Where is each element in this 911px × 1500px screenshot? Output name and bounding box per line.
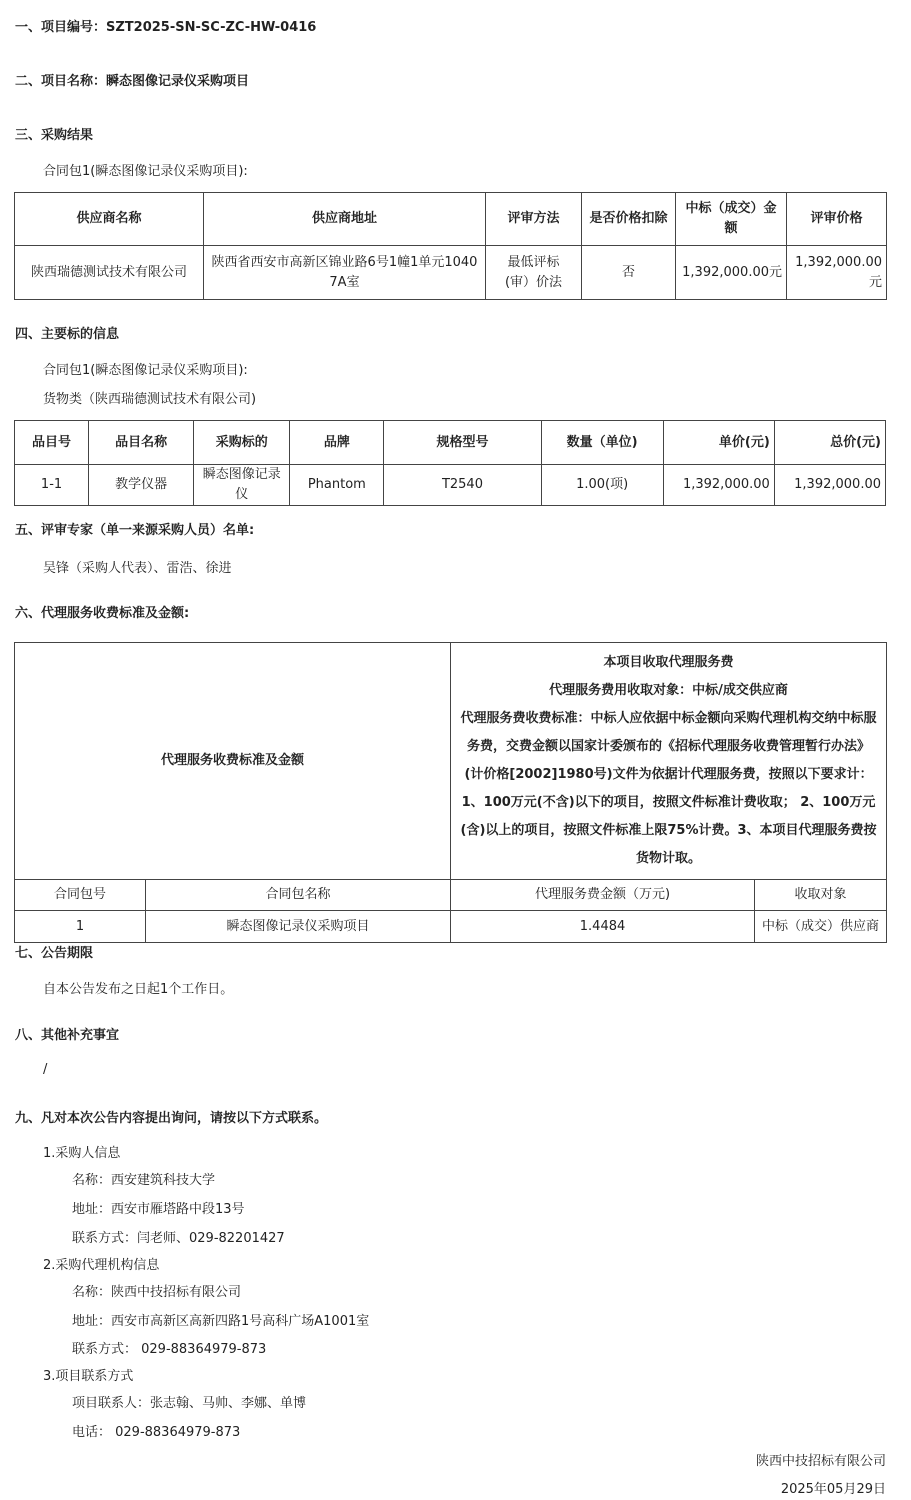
unit-price: 1,392,000.00 [663,465,774,506]
agency-fee-heading: 六、代理服务收费标准及金额: [15,606,190,621]
package-no: 1 [15,911,146,943]
brand: Phantom [290,465,384,506]
review-price: 1,392,000.00元 [787,246,887,300]
subject-header-row [15,421,886,465]
total-price: 1,392,000.00 [774,465,885,506]
item-name: 教学仪器 [89,465,194,506]
header-package-no: 合同包号 [15,880,146,911]
footer-date: 2025年05月29日 [780,1482,886,1497]
result-package-label: 合同包1(瞬态图像记录仪采购项目): [43,164,248,179]
table-row [15,911,887,943]
fee-line-collect: 本项目收取代理服务费 [603,655,734,670]
other-matters-text: / [43,1062,48,1077]
notice-period-text: 自本公告发布之日起1个工作日。 [43,982,234,997]
result-header-row [15,193,887,246]
purchaser-contact: 联系方式：闫老师、029-82201427 [72,1231,285,1246]
supplier-name: 陕西瑞德测试技术有限公司 [15,246,204,300]
subject-table [14,420,886,506]
procurement-result-heading: 三、采购结果 [15,128,94,143]
price-deduction: 否 [582,246,676,300]
contact-heading: 九、凡对本次公告内容提出询问，请按以下方式联系。 [15,1111,328,1126]
project-contact-phone: 电话： 029-88364979-873 [72,1425,241,1440]
header-brand: 品牌 [290,421,384,465]
fee-header-row [15,880,887,911]
purchaser-info-title: 1.采购人信息 [43,1146,121,1161]
header-total-price: 总价(元) [774,421,885,465]
project-contact-title: 3.项目联系方式 [43,1369,134,1384]
header-fee-amount: 代理服务费金额（万元) [451,880,755,911]
header-subject: 采购标的 [194,421,290,465]
agency-fee-table [14,642,887,943]
header-fee-payer: 收取对象 [755,880,887,911]
header-package-name: 合同包名称 [146,880,451,911]
award-amount: 1,392,000.00元 [676,246,787,300]
fee-amount: 1.4484 [451,911,755,943]
experts-list: 吴锋（采购人代表）、雷浩、徐进 [43,561,232,576]
fee-standard-description [451,643,887,880]
header-award-amount: 中标（成交）金额 [676,193,787,246]
agency-address: 地址：西安市高新区高新四路1号高科广场A1001室 [72,1314,370,1329]
quantity: 1.00(项) [541,465,663,506]
subject-info-heading: 四、主要标的信息 [15,327,120,342]
header-model: 规格型号 [384,421,541,465]
header-unit-price: 单价(元) [663,421,774,465]
purchaser-address: 地址：西安市雁塔路中段13号 [72,1202,245,1217]
package-name: 瞬态图像记录仪采购项目 [146,911,451,943]
model: T2540 [384,465,541,506]
purchaser-name: 名称：西安建筑科技大学 [72,1173,216,1188]
subject-name: 瞬态图像记录仪 [194,465,290,506]
agency-info-title: 2.采购代理机构信息 [43,1258,160,1273]
header-quantity: 数量（单位) [541,421,663,465]
agency-contact: 联系方式： 029-88364979-873 [72,1342,267,1357]
header-review-method: 评审方法 [486,193,582,246]
subject-package-label: 合同包1(瞬态图像记录仪采购项目): [43,363,248,378]
header-supplier-address: 供应商地址 [204,193,486,246]
footer-company: 陕西中技招标有限公司 [755,1454,886,1469]
result-table [14,192,887,300]
project-name-heading: 二、项目名称：瞬态图像记录仪采购项目 [15,74,250,89]
header-item-name: 品目名称 [89,421,194,465]
fee-payer: 中标（成交）供应商 [755,911,887,943]
project-number-heading: 一、项目编号：SZT2025-SN-SC-ZC-HW-0416 [15,20,317,35]
other-matters-heading: 八、其他补充事宜 [15,1028,120,1043]
fee-line-standard: 代理服务费收费标准：中标人应依据中标金额向采购代理机构交纳中标服务费，交费金额以国家计委颁布的《招标代理服务收费管理暂行办法》(计价格[2002]1980号)文件为依据计代理服务费，按照以下要求计： 1、100万元(不含)以下的项目，按照文件标准计费收取； 2、100万元(含)以上的项目，按照文件标准上限75%计费。3、本项目代理服务费按货物计取。 [460,711,877,866]
supplier-address: 陕西省西安市高新区锦业路6号1幢1单元10407A室 [204,246,486,300]
agency-name: 名称：陕西中技招标有限公司 [72,1285,242,1300]
item-no: 1-1 [15,465,89,506]
notice-period-heading: 七、公告期限 [15,946,94,961]
table-row [15,246,887,300]
header-item-no: 品目号 [15,421,89,465]
project-contact-people: 项目联系人：张志翰、马帅、李娜、单博 [72,1396,307,1411]
fee-line-target: 代理服务费用收取对象：中标/成交供应商 [549,683,788,698]
subject-category-label: 货物类（陕西瑞德测试技术有限公司) [43,392,257,407]
header-price-deduction: 是否价格扣除 [582,193,676,246]
header-review-price: 评审价格 [787,193,887,246]
table-row [15,465,886,506]
fee-standard-label: 代理服务收费标准及金额 [15,643,451,880]
header-supplier-name: 供应商名称 [15,193,204,246]
review-method: 最低评标(审）价法 [486,246,582,300]
fee-description-row [15,643,887,880]
experts-heading: 五、评审专家（单一来源采购人员）名单: [15,523,255,538]
